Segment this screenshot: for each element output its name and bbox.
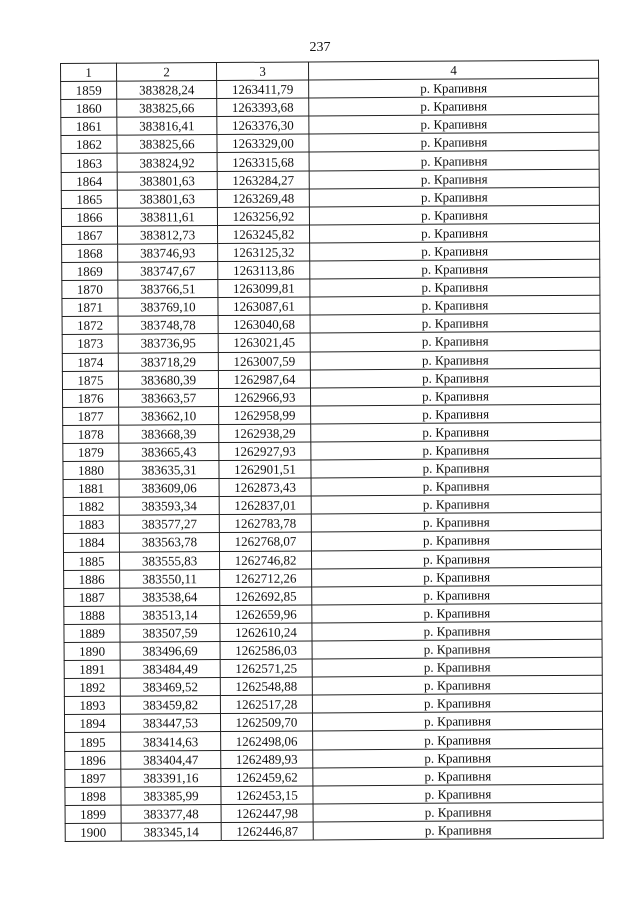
x-coordinate-cell: 383593,34 xyxy=(119,497,219,516)
x-coordinate-cell: 383609,06 xyxy=(119,479,219,498)
description-cell: р. Крапивня xyxy=(313,748,603,768)
y-coordinate-cell: 1262987,64 xyxy=(218,370,310,389)
x-coordinate-cell: 383447,53 xyxy=(120,714,220,733)
y-coordinate-cell: 1262517,28 xyxy=(220,695,312,714)
x-coordinate-cell: 383812,73 xyxy=(117,225,217,244)
x-coordinate-cell: 383507,59 xyxy=(120,623,220,642)
y-coordinate-cell: 1263040,68 xyxy=(218,315,310,334)
description-cell: р. Крапивня xyxy=(313,802,603,822)
y-coordinate-cell: 1263393,68 xyxy=(217,98,309,117)
point-number-cell: 1881 xyxy=(63,479,119,497)
description-cell: р. Крапивня xyxy=(311,549,601,569)
x-coordinate-cell: 383828,24 xyxy=(117,81,217,100)
x-coordinate-cell: 383811,61 xyxy=(117,207,217,226)
y-coordinate-cell: 1262873,43 xyxy=(219,478,311,497)
point-number-cell: 1868 xyxy=(62,244,118,262)
y-coordinate-cell: 1263269,48 xyxy=(217,189,309,208)
x-coordinate-cell: 383635,31 xyxy=(119,461,219,480)
x-coordinate-cell: 383680,39 xyxy=(118,370,218,389)
y-coordinate-cell: 1262453,15 xyxy=(221,786,313,805)
description-cell: р. Крапивня xyxy=(311,422,601,442)
point-number-cell: 1895 xyxy=(65,733,121,751)
description-cell: р. Крапивня xyxy=(312,621,602,641)
x-coordinate-cell: 383345,14 xyxy=(121,822,221,841)
point-number-cell: 1899 xyxy=(65,805,121,823)
point-number-cell: 1900 xyxy=(65,823,121,841)
point-number-cell: 1869 xyxy=(62,262,118,280)
y-coordinate-cell: 1263099,81 xyxy=(218,279,310,298)
point-number-cell: 1871 xyxy=(62,298,118,316)
description-cell: р. Крапивня xyxy=(312,657,602,677)
point-number-cell: 1860 xyxy=(61,99,117,117)
x-coordinate-cell: 383377,48 xyxy=(121,804,221,823)
point-number-cell: 1873 xyxy=(62,335,118,353)
point-number-cell: 1874 xyxy=(62,353,118,371)
description-cell: р. Крапивня xyxy=(311,494,601,514)
y-coordinate-cell: 1263021,45 xyxy=(218,333,310,352)
description-cell: р. Крапивня xyxy=(311,404,601,424)
point-number-cell: 1859 xyxy=(61,81,117,99)
y-coordinate-cell: 1262746,82 xyxy=(219,551,311,570)
x-coordinate-cell: 383577,27 xyxy=(119,515,219,534)
description-cell: р. Крапивня xyxy=(311,476,601,496)
y-coordinate-cell: 1263376,30 xyxy=(217,116,309,135)
point-number-cell: 1861 xyxy=(61,117,117,135)
description-cell: р. Крапивня xyxy=(309,151,599,171)
point-number-cell: 1893 xyxy=(64,696,120,714)
point-number-cell: 1887 xyxy=(64,588,120,606)
point-number-cell: 1889 xyxy=(64,624,120,642)
coordinates-table xyxy=(60,60,604,842)
y-coordinate-cell: 1263315,68 xyxy=(217,152,309,171)
table-body xyxy=(61,78,604,841)
y-coordinate-cell: 1263256,92 xyxy=(217,207,309,226)
y-coordinate-cell: 1262610,24 xyxy=(220,623,312,642)
point-number-cell: 1870 xyxy=(62,280,118,298)
y-coordinate-cell: 1262459,62 xyxy=(221,768,313,787)
x-coordinate-cell: 383662,10 xyxy=(119,406,219,425)
description-cell: р. Крапивня xyxy=(309,187,599,207)
description-cell: р. Крапивня xyxy=(310,350,600,370)
x-coordinate-cell: 383665,43 xyxy=(119,443,219,462)
y-coordinate-cell: 1262489,93 xyxy=(221,750,313,769)
description-cell: р. Крапивня xyxy=(309,205,599,225)
description-cell: р. Крапивня xyxy=(311,458,601,478)
description-cell: р. Крапивня xyxy=(312,712,602,732)
y-coordinate-cell: 1263113,86 xyxy=(218,261,310,280)
y-coordinate-cell: 1262958,99 xyxy=(219,406,311,425)
x-coordinate-cell: 383404,47 xyxy=(121,750,221,769)
x-coordinate-cell: 383748,78 xyxy=(118,316,218,335)
point-number-cell: 1894 xyxy=(64,715,120,733)
y-coordinate-cell: 1263007,59 xyxy=(218,351,310,370)
point-number-cell: 1896 xyxy=(65,751,121,769)
y-coordinate-cell: 1262783,78 xyxy=(219,514,311,533)
x-coordinate-cell: 383414,63 xyxy=(121,732,221,751)
description-cell: р. Крапивня xyxy=(310,241,600,261)
y-coordinate-cell: 1262712,26 xyxy=(220,569,312,588)
header-col-1: 1 xyxy=(61,63,117,81)
header-col-2: 2 xyxy=(117,63,217,82)
y-coordinate-cell: 1262586,03 xyxy=(220,641,312,660)
point-number-cell: 1878 xyxy=(63,425,119,443)
point-number-cell: 1875 xyxy=(62,371,118,389)
point-number-cell: 1883 xyxy=(63,515,119,533)
point-number-cell: 1863 xyxy=(61,154,117,172)
description-cell: р. Крапивня xyxy=(312,639,602,659)
description-cell: р. Крапивня xyxy=(309,169,599,189)
x-coordinate-cell: 383718,29 xyxy=(118,352,218,371)
point-number-cell: 1879 xyxy=(63,443,119,461)
x-coordinate-cell: 383801,63 xyxy=(117,171,217,190)
y-coordinate-cell: 1263087,61 xyxy=(218,297,310,316)
y-coordinate-cell: 1262447,98 xyxy=(221,804,313,823)
x-coordinate-cell: 383747,67 xyxy=(118,262,218,281)
description-cell: р. Крапивня xyxy=(310,368,600,388)
point-number-cell: 1888 xyxy=(64,606,120,624)
y-coordinate-cell: 1262901,51 xyxy=(219,460,311,479)
y-coordinate-cell: 1262837,01 xyxy=(219,496,311,515)
point-number-cell: 1872 xyxy=(62,316,118,334)
x-coordinate-cell: 383766,51 xyxy=(118,280,218,299)
description-cell: р. Крапивня xyxy=(312,675,602,695)
description-cell: р. Крапивня xyxy=(311,531,601,551)
description-cell: р. Крапивня xyxy=(310,277,600,297)
x-coordinate-cell: 383769,10 xyxy=(118,298,218,317)
y-coordinate-cell: 1263125,32 xyxy=(218,243,310,262)
y-coordinate-cell: 1263329,00 xyxy=(217,134,309,153)
table-row xyxy=(65,820,603,841)
y-coordinate-cell: 1263284,27 xyxy=(217,171,309,190)
x-coordinate-cell: 383736,95 xyxy=(118,334,218,353)
x-coordinate-cell: 383801,63 xyxy=(117,189,217,208)
y-coordinate-cell: 1262571,25 xyxy=(220,659,312,678)
x-coordinate-cell: 383555,83 xyxy=(119,551,219,570)
x-coordinate-cell: 383469,52 xyxy=(120,678,220,697)
point-number-cell: 1885 xyxy=(63,552,119,570)
description-cell: р. Крапивня xyxy=(312,693,602,713)
x-coordinate-cell: 383496,69 xyxy=(120,642,220,661)
x-coordinate-cell: 383550,11 xyxy=(120,569,220,588)
x-coordinate-cell: 383385,99 xyxy=(121,786,221,805)
x-coordinate-cell: 383825,66 xyxy=(117,99,217,118)
point-number-cell: 1890 xyxy=(64,642,120,660)
point-number-cell: 1866 xyxy=(61,208,117,226)
description-cell: р. Крапивня xyxy=(309,223,599,243)
x-coordinate-cell: 383825,66 xyxy=(117,135,217,154)
point-number-cell: 1882 xyxy=(63,497,119,515)
description-cell: р. Крапивня xyxy=(310,314,600,334)
y-coordinate-cell: 1262768,07 xyxy=(219,532,311,551)
y-coordinate-cell: 1262927,93 xyxy=(219,442,311,461)
point-number-cell: 1876 xyxy=(62,389,118,407)
x-coordinate-cell: 383816,41 xyxy=(117,117,217,136)
y-coordinate-cell: 1262692,85 xyxy=(220,587,312,606)
description-cell: р. Крапивня xyxy=(311,440,601,460)
header-col-3: 3 xyxy=(217,62,309,81)
description-cell: р. Крапивня xyxy=(313,784,603,804)
x-coordinate-cell: 383459,82 xyxy=(120,696,220,715)
point-number-cell: 1877 xyxy=(63,407,119,425)
y-coordinate-cell: 1262966,93 xyxy=(218,388,310,407)
y-coordinate-cell: 1262659,96 xyxy=(220,605,312,624)
page-number: 237 xyxy=(309,40,331,55)
point-number-cell: 1892 xyxy=(64,678,120,696)
y-coordinate-cell: 1262938,29 xyxy=(219,424,311,443)
x-coordinate-cell: 383663,57 xyxy=(118,388,218,407)
y-coordinate-cell: 1263411,79 xyxy=(217,80,309,99)
point-number-cell: 1891 xyxy=(64,660,120,678)
x-coordinate-cell: 383563,78 xyxy=(119,533,219,552)
point-number-cell: 1897 xyxy=(65,769,121,787)
description-cell: р. Крапивня xyxy=(310,332,600,352)
description-cell: р. Крапивня xyxy=(309,133,599,153)
description-cell: р. Крапивня xyxy=(312,585,602,605)
x-coordinate-cell: 383824,92 xyxy=(117,153,217,172)
description-cell: р. Крапивня xyxy=(310,386,600,406)
y-coordinate-cell: 1262446,87 xyxy=(221,822,313,841)
description-cell: р. Крапивня xyxy=(309,96,599,116)
description-cell: р. Крапивня xyxy=(311,513,601,533)
description-cell: р. Крапивня xyxy=(313,730,603,750)
point-number-cell: 1862 xyxy=(61,136,117,154)
point-number-cell: 1864 xyxy=(61,172,117,190)
description-cell: р. Крапивня xyxy=(310,259,600,279)
point-number-cell: 1865 xyxy=(61,190,117,208)
description-cell: р. Крапивня xyxy=(313,766,603,786)
x-coordinate-cell: 383746,93 xyxy=(118,243,218,262)
x-coordinate-cell: 383513,14 xyxy=(120,605,220,624)
description-cell: р. Крапивня xyxy=(312,567,602,587)
header-col-4: 4 xyxy=(308,60,598,80)
y-coordinate-cell: 1262509,70 xyxy=(220,713,312,732)
point-number-cell: 1880 xyxy=(63,461,119,479)
point-number-cell: 1898 xyxy=(65,787,121,805)
x-coordinate-cell: 383484,49 xyxy=(120,660,220,679)
description-cell: р. Крапивня xyxy=(313,820,603,840)
description-cell: р. Крапивня xyxy=(309,78,599,98)
x-coordinate-cell: 383668,39 xyxy=(119,424,219,443)
point-number-cell: 1886 xyxy=(64,570,120,588)
description-cell: р. Крапивня xyxy=(309,114,599,134)
description-cell: р. Крапивня xyxy=(310,295,600,315)
y-coordinate-cell: 1263245,82 xyxy=(217,225,309,244)
x-coordinate-cell: 383391,16 xyxy=(121,768,221,787)
point-number-cell: 1867 xyxy=(61,226,117,244)
x-coordinate-cell: 383538,64 xyxy=(120,587,220,606)
description-cell: р. Крапивня xyxy=(312,603,602,623)
y-coordinate-cell: 1262498,06 xyxy=(221,731,313,750)
point-number-cell: 1884 xyxy=(63,534,119,552)
y-coordinate-cell: 1262548,88 xyxy=(220,677,312,696)
